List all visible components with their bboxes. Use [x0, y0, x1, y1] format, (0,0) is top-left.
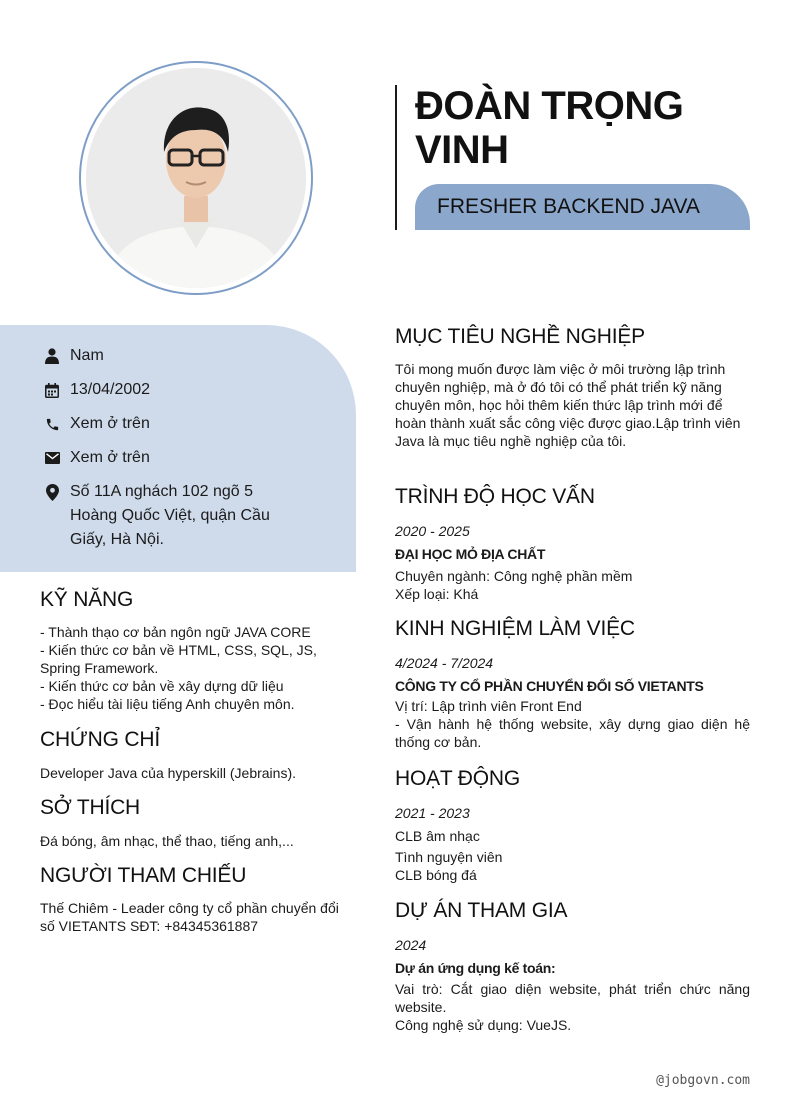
certificates-text: Developer Java của hyperskill (Jebrains). — [40, 765, 296, 781]
activity-item: CLB âm nhạc — [395, 828, 480, 844]
project-year: 2024 — [395, 937, 427, 953]
contact-address — [44, 480, 304, 552]
mail-icon — [44, 446, 60, 470]
experience-company: CÔNG TY CỔ PHẦN CHUYỂN ĐỔI SỐ VIETANTS — [395, 678, 704, 694]
skills-heading: KỸ NĂNG — [40, 588, 134, 611]
education-period: 2020 - 2025 — [395, 523, 470, 539]
skill-item: - Thành thạo cơ bản ngôn ngữ JAVA CORE — [40, 624, 311, 640]
user-icon — [44, 344, 60, 368]
activities-heading: HOẠT ĐỘNG — [395, 767, 520, 790]
phone-text: Xem ở trên — [70, 415, 150, 432]
contact-email — [44, 446, 150, 470]
activities-block — [395, 804, 750, 884]
dob-text: 13/04/2002 — [70, 381, 151, 398]
objective-text: Tôi mong muốn được làm việc ở môi trường lập trình chuyên nghiệp, mà ở đó tôi có thể phát triển kỹ năng chuyên môn, học hỏi thêm kiến thức lập trình mới để hoàn thành xuất sắc công việc được giao.Lập trình viên Java là mục tiêu nghề nghiệp của tôi. — [395, 361, 741, 449]
skill-item: - Đọc hiểu tài liệu tiếng Anh chuyên môn. — [40, 696, 295, 712]
skills-list — [40, 623, 330, 713]
certificates-heading: CHỨNG CHỈ — [40, 728, 160, 751]
gender-text: Nam — [70, 347, 104, 364]
activities-period: 2021 - 2023 — [395, 805, 470, 821]
project-tech: Công nghệ sử dụng: VueJS. — [395, 1017, 572, 1033]
contact-dob — [44, 378, 150, 402]
experience-heading: KINH NGHIỆM LÀM VIỆC — [395, 617, 635, 640]
job-title-badge: FRESHER BACKEND JAVA — [415, 184, 750, 230]
name-divider — [395, 85, 397, 230]
contact-gender — [44, 344, 104, 368]
project-role: Vai trò: Cắt giao diện website, phát triển chức năng website. — [395, 981, 750, 1015]
hobbies-text: Đá bóng, âm nhạc, thể thao, tiếng anh,... — [40, 833, 294, 849]
references-heading: NGƯỜI THAM CHIẾU — [40, 864, 247, 887]
activity-item: CLB bóng đá — [395, 867, 477, 883]
objective-heading: MỤC TIÊU NGHỀ NGHIỆP — [395, 325, 645, 348]
education-school: ĐẠI HỌC MỎ ĐỊA CHẤT — [395, 546, 546, 562]
profile-photo — [86, 68, 306, 288]
hobbies-heading: SỞ THÍCH — [40, 796, 141, 819]
email-text: Xem ở trên — [70, 449, 150, 466]
experience-position: Vị trí: Lập trình viên Front End — [395, 698, 582, 714]
skill-item: - Kiến thức cơ bản về HTML, CSS, SQL, JS, Spring Framework. — [40, 642, 317, 676]
experience-period: 4/2024 - 7/2024 — [395, 655, 494, 671]
skill-item: - Kiến thức cơ bản về xây dựng dữ liệu — [40, 678, 284, 694]
phone-icon — [44, 412, 60, 436]
profile-photo-frame — [79, 61, 313, 295]
activity-item: Tình nguyện viên — [395, 849, 503, 865]
education-major: Chuyên ngành: Công nghệ phần mềm — [395, 568, 633, 584]
education-block — [395, 522, 750, 603]
candidate-name: ĐOÀN TRỌNG VINH — [415, 84, 684, 172]
experience-duty: - Vận hành hệ thống website, xây dựng giao diện hệ thống cơ bản. — [395, 716, 750, 750]
references-text: Thế Chiêm - Leader công ty cổ phần chuyển đổi số VIETANTS SĐT: +84345361887 — [40, 900, 339, 934]
projects-block — [395, 936, 750, 1034]
education-grade: Xếp loại: Khá — [395, 586, 479, 602]
projects-heading: DỰ ÁN THAM GIA — [395, 899, 568, 922]
address-text: Số 11A nghách 102 ngõ 5 Hoàng Quốc Việt, quận Cầu Giấy, Hà Nội. — [70, 483, 270, 548]
contact-phone — [44, 412, 150, 436]
watermark: @jobgovn.com — [656, 1073, 750, 1088]
location-pin-icon — [44, 480, 60, 504]
experience-block — [395, 654, 750, 751]
calendar-icon — [44, 378, 60, 402]
project-name: Dự án ứng dụng kế toán: — [395, 960, 556, 976]
education-heading: TRÌNH ĐỘ HỌC VẤN — [395, 485, 595, 508]
